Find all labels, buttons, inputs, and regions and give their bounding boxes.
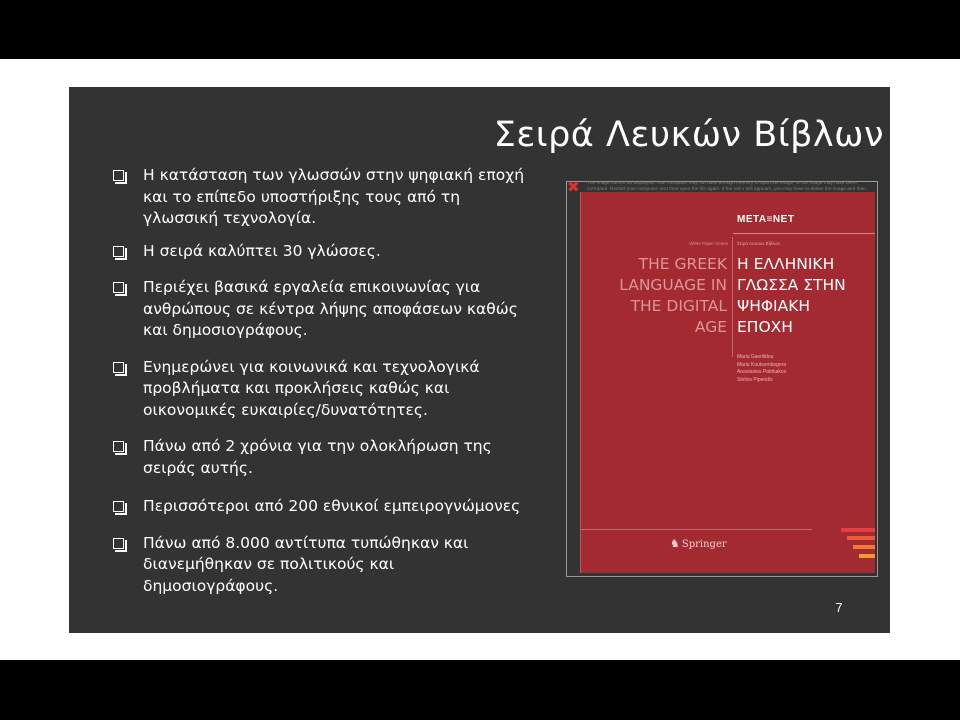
springer-horse-icon: ♞: [670, 537, 680, 550]
meta-net-logo: META≡NET: [737, 214, 795, 225]
bullet-list: [111, 165, 561, 597]
bullet-item: Η σειρά καλύπτει 30 γλώσσες.: [111, 241, 561, 263]
slide: [69, 87, 890, 633]
slide-title: Σειρά Λευκών Βίβλων: [493, 115, 884, 155]
cover-stripe: [853, 545, 875, 549]
cover-stripe: [847, 536, 875, 540]
bullet-item: Πάνω από 2 χρόνια για την ολοκλήρωση της σειράς αυτής.: [111, 436, 561, 479]
cover-vertical-rule: [732, 237, 733, 357]
book-title-gr: Η ΕΛΛΗΝΙΚΗ ΓΛΩΣΣΑ ΣΤΗΝ ΨΗΦΙΑΚΗ ΕΠΟΧΗ: [737, 255, 846, 336]
checkbox-bullet-icon: [113, 362, 124, 373]
checkbox-bullet-icon: [113, 538, 124, 549]
page-number: 7: [835, 600, 843, 615]
cover-divider: [733, 233, 875, 234]
bullet-item: Περιέχει βασικά εργαλεία επικοινωνίας για ανθρώπους σε κέντρα λήψης αποφάσεων καθώς και δημοσιογράφους.: [111, 277, 561, 342]
book-title-en: THE GREEK LANGUAGE IN THE DIGITAL AGE: [619, 255, 727, 336]
cover-stripe: [859, 554, 875, 558]
bullet-item: Περισσότεροι από 200 εθνικοί εμπειρογνώμονες: [111, 496, 561, 518]
checkbox-bullet-icon: [113, 501, 124, 512]
series-label-gr: Σειρά Λευκών Βίβλων: [737, 241, 781, 246]
cover-bottom-rule: [580, 529, 812, 530]
checkbox-bullet-icon: [113, 246, 124, 257]
bullet-item: Η κατάσταση των γλωσσών στην ψηφιακή εποχή και το επίπεδο υποστήριξης τους από τη γλωσσική τεχνολογία.: [111, 165, 561, 230]
cover-edge: [580, 192, 581, 573]
series-label-en: White Paper Series: [689, 241, 728, 246]
broken-image-message: The image cannot be displayed. Your computer may not have enough memory to open the image, or the image may have been corrupted. Restart your computer, and then open the file again. If the red x still appears, you may have to delete the image and then: [587, 181, 866, 192]
book-authors: Maria Gavrilidou Maria Koutsombogera Anastasios Patrikakos Stelios Piperidis: [737, 354, 787, 383]
checkbox-bullet-icon: [113, 170, 124, 181]
cover-stripe: [841, 528, 875, 532]
bullet-item: Πάνω από 8.000 αντίτυπα τυπώθηκαν και διανεμήθηκαν σε πολιτικούς και δημοσιογράφους.: [111, 533, 561, 598]
checkbox-bullet-icon: [113, 441, 124, 452]
book-cover: [580, 192, 875, 573]
broken-image-icon: ✖: [567, 179, 580, 196]
springer-logo: ♞ Springer: [670, 537, 727, 550]
checkbox-bullet-icon: [113, 282, 124, 293]
bullet-item: Ενημερώνει για κοινωνικά και τεχνολογικά προβλήματα και προκλήσεις καθώς και οικονομικές ευκαιρίες/δυνατότητες.: [111, 357, 561, 422]
